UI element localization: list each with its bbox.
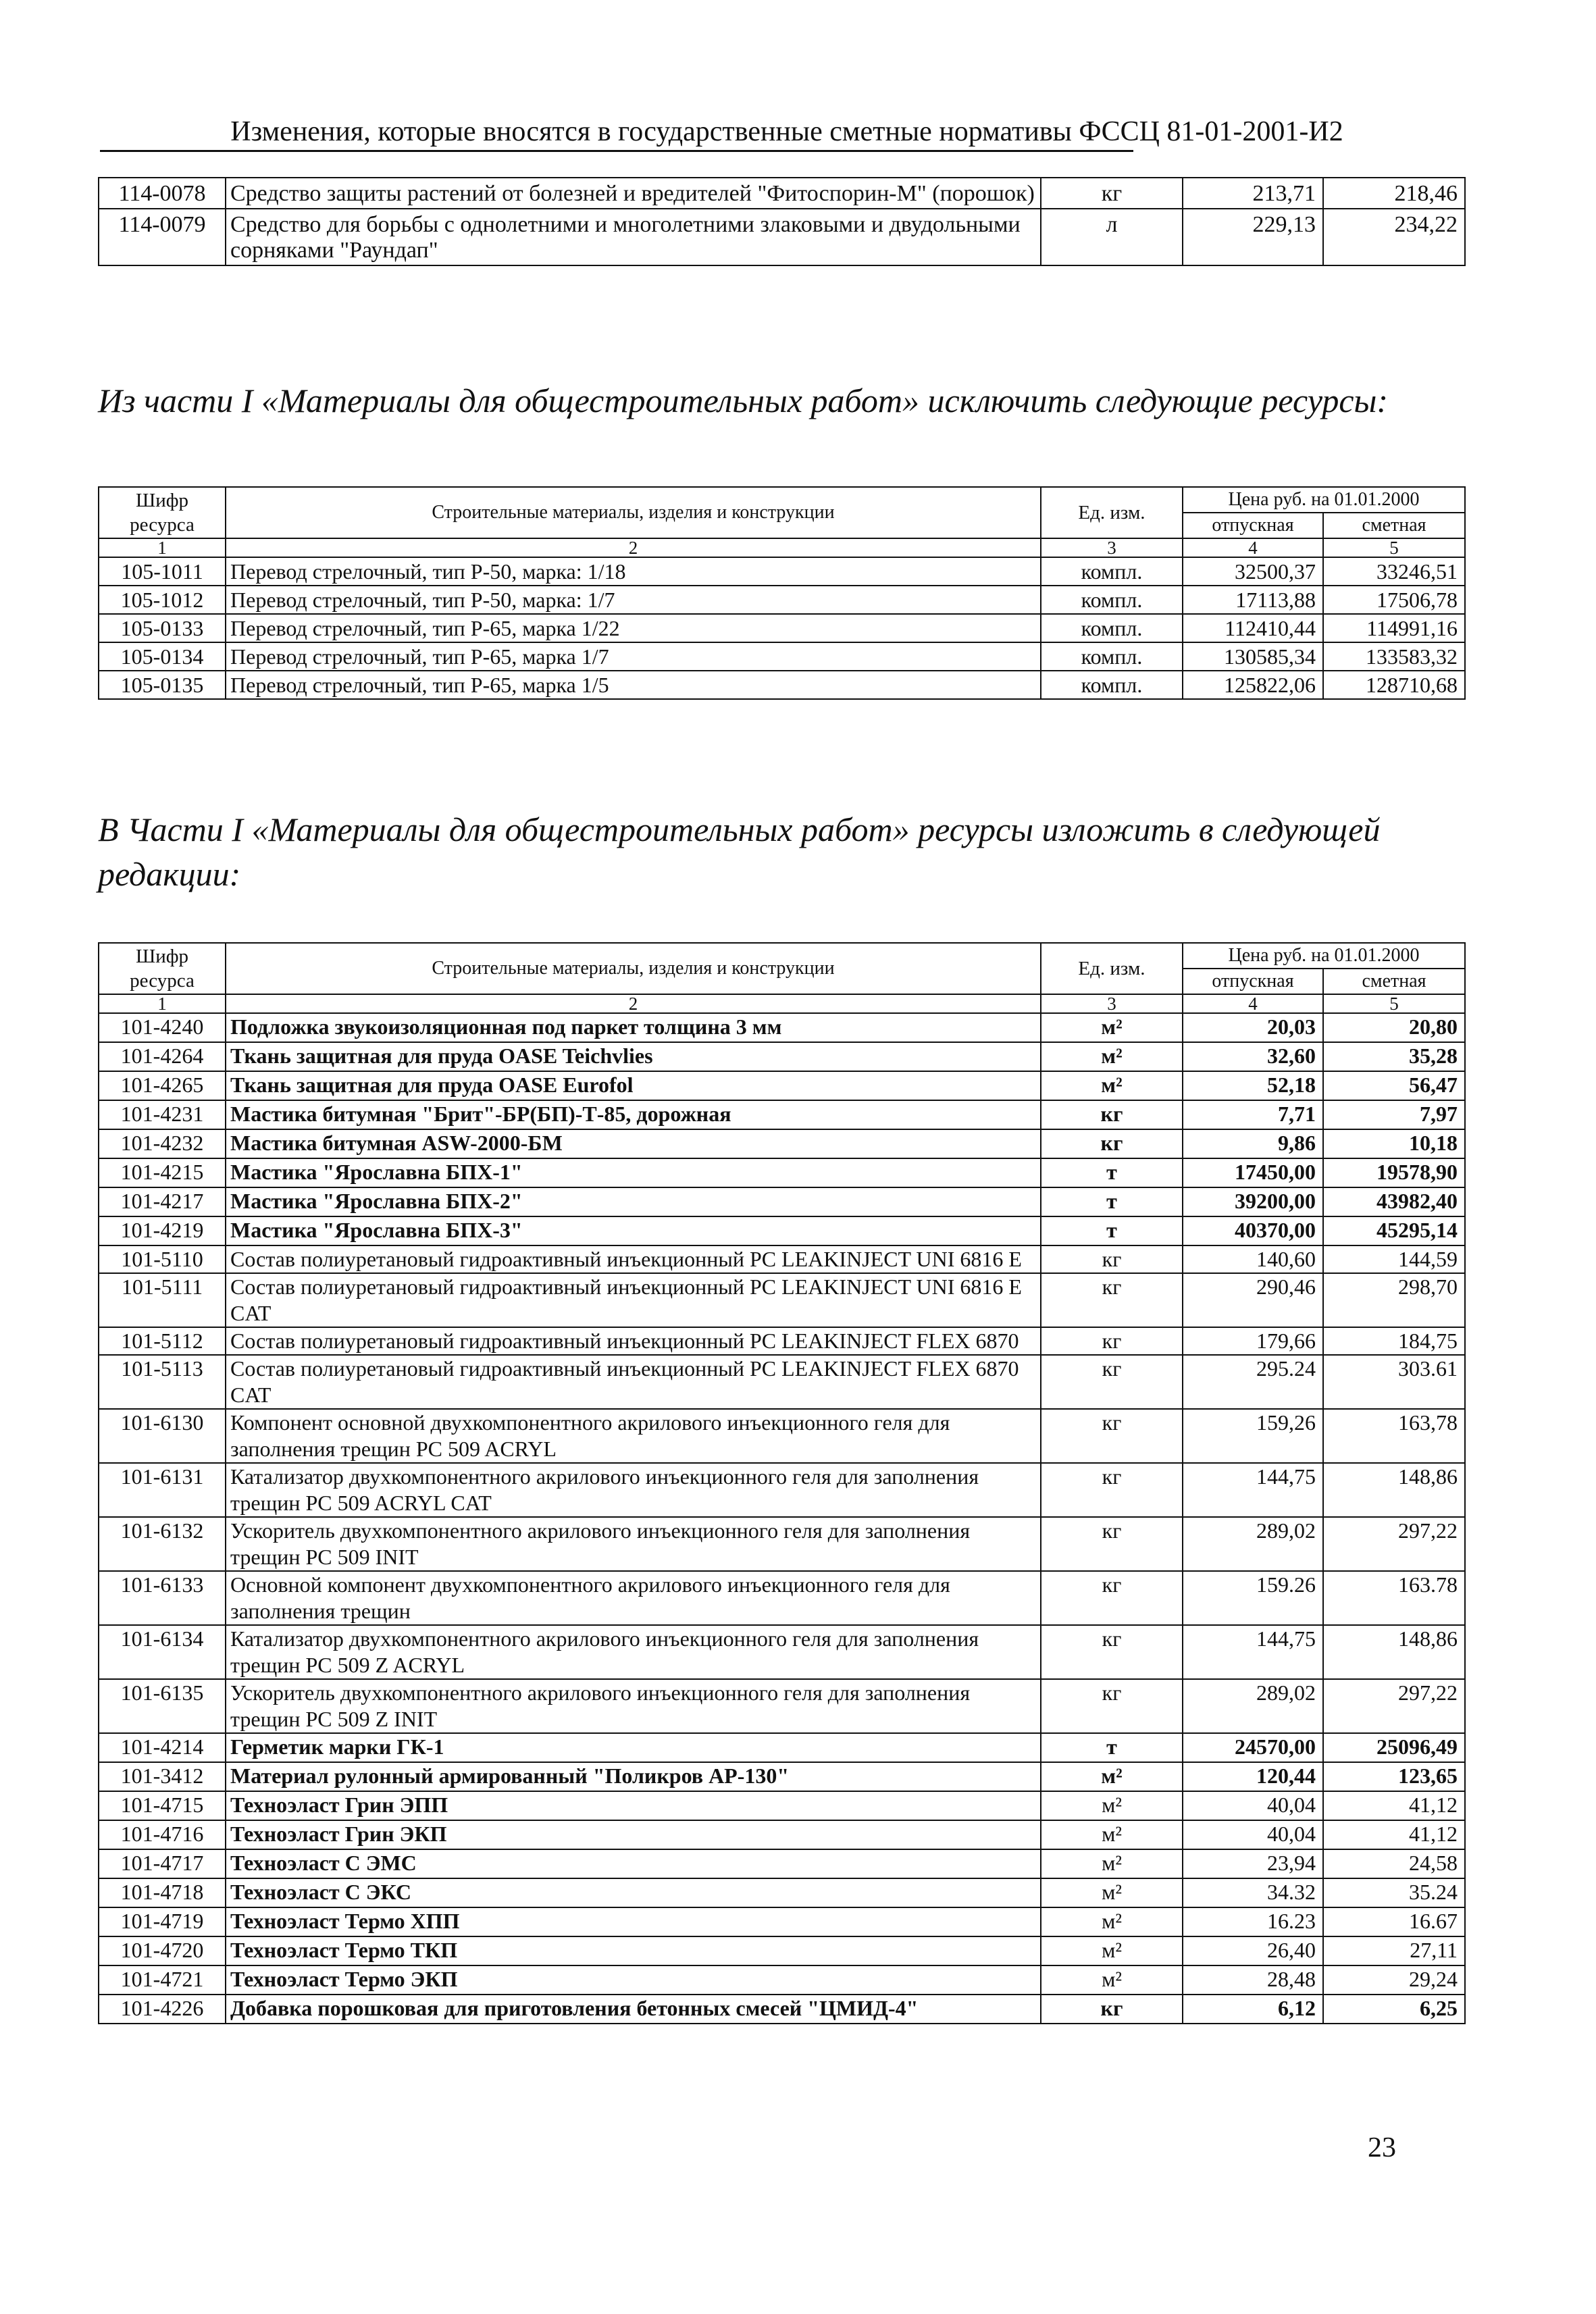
resource-name: Перевод стрелочный, тип Р-65, марка 1/22 [226,614,1041,642]
resource-name: Катализатор двухкомпонентного акрилового инъекционного геля для заполнения трещин PC 509 Z ACRYL [226,1625,1041,1679]
estimate-price: 234,22 [1323,209,1465,265]
resource-unit: компл. [1041,671,1183,699]
resource-unit: кг [1041,1995,1183,2024]
column-number-row [99,538,1465,557]
resource-unit: т [1041,1158,1183,1187]
resource-code: 101-5110 [99,1245,226,1273]
resource-code: 101-4231 [99,1100,226,1129]
resource-unit: м² [1041,1762,1183,1791]
estimate-price: 35.24 [1323,1878,1465,1907]
release-price: 52,18 [1183,1071,1323,1100]
table-row [99,1158,1465,1187]
resource-name: Техноэласт С ЭМС [226,1849,1041,1878]
resource-unit: м² [1041,1820,1183,1849]
resource-code: 105-1012 [99,586,226,614]
table-row [99,1936,1465,1965]
resource-code: 101-4226 [99,1995,226,2024]
table-row [99,1571,1465,1625]
table-row [99,1517,1465,1571]
resource-unit: кг [1041,1409,1183,1463]
estimate-price: 133583,32 [1323,642,1465,671]
header-estimate-price: сметная [1323,513,1465,538]
resource-unit: л [1041,209,1183,265]
release-price: 179,66 [1183,1327,1323,1355]
estimate-price: 27,11 [1323,1936,1465,1965]
resource-name: Катализатор двухкомпонентного акрилового инъекционного геля для заполнения трещин PC 509 ACRYL CAT [226,1463,1041,1517]
estimate-price: 25096,49 [1323,1733,1465,1762]
resource-code: 101-4240 [99,1013,226,1042]
resource-code: 101-6134 [99,1625,226,1679]
resource-unit: кг [1041,1245,1183,1273]
release-price: 140,60 [1183,1245,1323,1273]
resource-name: Техноэласт Термо ХПП [226,1907,1041,1936]
resource-code: 101-4217 [99,1187,226,1216]
table-row [99,1995,1465,2024]
release-price: 290,46 [1183,1273,1323,1327]
estimate-price: 56,47 [1323,1071,1465,1100]
estimate-price: 6,25 [1323,1995,1465,2024]
resource-code: 101-5113 [99,1355,226,1409]
resource-unit: компл. [1041,557,1183,586]
resource-unit: м² [1041,1965,1183,1995]
table-row [99,1013,1465,1042]
table-header-row [99,487,1465,513]
estimate-price: 19578,90 [1323,1158,1465,1187]
page-header-title: Изменения, которые вносятся в государственные сметные нормативы ФССЦ 81-01-2001-И2 [230,116,1343,147]
table-row [99,614,1465,642]
release-price: 289,02 [1183,1679,1323,1733]
table-row [99,1245,1465,1273]
table-row [99,1327,1465,1355]
resource-name: Средство для борьбы с однолетними и многолетними злаковыми и двудольными сорняками "Раундап" [226,209,1041,265]
resource-name: Техноэласт С ЭКС [226,1878,1041,1907]
release-price: 229,13 [1183,209,1323,265]
table-row [99,1820,1465,1849]
excluded-resources-table [98,486,1466,700]
resource-unit: м² [1041,1878,1183,1907]
resource-code: 101-4215 [99,1158,226,1187]
resource-unit: т [1041,1216,1183,1245]
resource-code: 101-4719 [99,1907,226,1936]
resource-name: Состав полиуретановый гидроактивный инъекционный PC LEAKINJECT FLEX 6870 CAT [226,1355,1041,1409]
estimate-price: 297,22 [1323,1679,1465,1733]
estimate-price: 41,12 [1323,1820,1465,1849]
column-number: 1 [99,538,226,557]
resource-name: Герметик марки ГК-1 [226,1733,1041,1762]
header-name: Строительные материалы, изделия и конструкции [226,943,1041,994]
header-price-group: Цена руб. на 01.01.2000 [1183,487,1465,513]
resource-code: 101-4264 [99,1042,226,1071]
column-number: 2 [226,994,1041,1013]
resource-name: Состав полиуретановый гидроактивный инъекционный PC LEAKINJECT FLEX 6870 [226,1327,1041,1355]
estimate-price: 297,22 [1323,1517,1465,1571]
resource-name: Мастика "Ярославна БПХ-3" [226,1216,1041,1245]
resource-code: 105-0133 [99,614,226,642]
resource-name: Добавка порошковая для приготовления бетонных смесей "ЦМИД-4" [226,1995,1041,2024]
table-row [99,1849,1465,1878]
resource-unit: кг [1041,1355,1183,1409]
estimate-price: 218,46 [1323,178,1465,209]
resource-code: 101-5111 [99,1273,226,1327]
resource-unit: кг [1041,1129,1183,1158]
resource-unit: кг [1041,1100,1183,1129]
resource-name: Подложка звукоизоляционная под паркет толщина 3 мм [226,1013,1041,1042]
table-row [99,1878,1465,1907]
table-row [99,1965,1465,1995]
resource-code: 105-0135 [99,671,226,699]
estimate-price: 7,97 [1323,1100,1465,1129]
resource-unit: м² [1041,1042,1183,1071]
resource-name: Мастика "Ярославна БПХ-2" [226,1187,1041,1216]
resource-name: Техноэласт Грин ЭКП [226,1820,1041,1849]
resource-unit: кг [1041,1571,1183,1625]
resource-name: Средство защиты растений от болезней и вредителей "Фитоспорин-М" (порошок) [226,178,1041,209]
resource-code: 101-4715 [99,1791,226,1820]
resource-code: 101-4214 [99,1733,226,1762]
release-price: 40,04 [1183,1791,1323,1820]
resource-code: 114-0079 [99,209,226,265]
release-price: 16.23 [1183,1907,1323,1936]
table-row [99,1100,1465,1129]
estimate-price: 17506,78 [1323,586,1465,614]
table-row [99,178,1465,209]
header-release-price: отпускная [1183,969,1323,994]
resource-name: Состав полиуретановый гидроактивный инъекционный PC LEAKINJECT UNI 6816 E [226,1245,1041,1273]
estimate-price: 24,58 [1323,1849,1465,1878]
release-price: 112410,44 [1183,614,1323,642]
resource-name: Мастика битумная "Брит"-БР(БП)-Т-85, дорожная [226,1100,1041,1129]
resource-unit: кг [1041,1327,1183,1355]
release-price: 120,44 [1183,1762,1323,1791]
estimate-price: 20,80 [1323,1013,1465,1042]
table-row [99,557,1465,586]
table-row [99,1762,1465,1791]
table-row [99,1733,1465,1762]
resource-unit: компл. [1041,642,1183,671]
release-price: 17113,88 [1183,586,1323,614]
release-price: 28,48 [1183,1965,1323,1995]
table-row [99,1129,1465,1158]
resource-name: Ткань защитная для пруда OASE Eurofol [226,1071,1041,1100]
estimate-price: 298,70 [1323,1273,1465,1327]
table-row [99,1273,1465,1327]
table-row [99,1463,1465,1517]
resource-unit: кг [1041,1625,1183,1679]
column-number-row [99,994,1465,1013]
resource-code: 101-4720 [99,1936,226,1965]
resource-code: 101-4717 [99,1849,226,1878]
resource-name: Мастика битумная ASW-2000-БМ [226,1129,1041,1158]
release-price: 159.26 [1183,1571,1323,1625]
resource-unit: м² [1041,1936,1183,1965]
estimate-price: 148,86 [1323,1463,1465,1517]
release-price: 213,71 [1183,178,1323,209]
estimate-price: 43982,40 [1323,1187,1465,1216]
resource-unit: кг [1041,178,1183,209]
resource-unit: т [1041,1733,1183,1762]
table-row [99,1625,1465,1679]
resource-unit: кг [1041,1463,1183,1517]
resource-unit: кг [1041,1273,1183,1327]
release-price: 40370,00 [1183,1216,1323,1245]
release-price: 23,94 [1183,1849,1323,1878]
table-row [99,1907,1465,1936]
column-number: 1 [99,994,226,1013]
estimate-price: 163.78 [1323,1571,1465,1625]
release-price: 32500,37 [1183,557,1323,586]
resource-name: Ткань защитная для пруда OASE Teichvlies [226,1042,1041,1071]
estimate-price: 10,18 [1323,1129,1465,1158]
revised-resources-table [98,942,1466,2024]
resource-code: 105-0134 [99,642,226,671]
section-heading-revise: В Части I «Материалы для общестроительных работ» ресурсы изложить в следующей редакции: [98,811,1381,893]
resource-code: 101-4265 [99,1071,226,1100]
release-price: 144,75 [1183,1625,1323,1679]
resource-unit: м² [1041,1849,1183,1878]
estimate-price: 35,28 [1323,1042,1465,1071]
release-price: 9,86 [1183,1129,1323,1158]
resource-code: 101-6131 [99,1463,226,1517]
header-unit: Ед. изм. [1041,943,1183,994]
resource-unit: кг [1041,1517,1183,1571]
estimate-price: 303.61 [1323,1355,1465,1409]
table-row [99,1216,1465,1245]
estimate-price: 41,12 [1323,1791,1465,1820]
resource-unit: м² [1041,1791,1183,1820]
column-number: 2 [226,538,1041,557]
release-price: 6,12 [1183,1995,1323,2024]
estimate-price: 33246,51 [1323,557,1465,586]
table-row [99,1791,1465,1820]
resource-unit: м² [1041,1071,1183,1100]
release-price: 40,04 [1183,1820,1323,1849]
header-price-group: Цена руб. на 01.01.2000 [1183,943,1465,969]
resource-name: Ускоритель двухкомпонентного акрилового инъекционного геля для заполнения трещин PC 509 INIT [226,1517,1041,1571]
section-heading-exclude: Из части I «Материалы для общестроительных работ» исключить следующие ресурсы: [98,382,1389,419]
table-row [99,1042,1465,1071]
table-row [99,1409,1465,1463]
release-price: 17450,00 [1183,1158,1323,1187]
resource-name: Компонент основной двухкомпонентного акрилового инъекционного геля для заполнения трещин PC 509 ACRYL [226,1409,1041,1463]
estimate-price: 128710,68 [1323,671,1465,699]
estimate-price: 29,24 [1323,1965,1465,1995]
resource-name: Техноэласт Грин ЭПП [226,1791,1041,1820]
resource-code: 101-6132 [99,1517,226,1571]
resource-unit: м² [1041,1013,1183,1042]
resource-name: Перевод стрелочный, тип Р-50, марка: 1/18 [226,557,1041,586]
resource-name: Перевод стрелочный, тип Р-65, марка 1/5 [226,671,1041,699]
release-price: 7,71 [1183,1100,1323,1129]
page-number: 23 [1368,2132,1396,2163]
resource-code: 101-6135 [99,1679,226,1733]
estimate-price: 184,75 [1323,1327,1465,1355]
resource-code: 101-6133 [99,1571,226,1625]
column-number: 3 [1041,994,1183,1013]
estimate-price: 123,65 [1323,1762,1465,1791]
resource-code: 114-0078 [99,178,226,209]
release-price: 144,75 [1183,1463,1323,1517]
table-row [99,1355,1465,1409]
table-row [99,1071,1465,1100]
release-price: 159,26 [1183,1409,1323,1463]
release-price: 39200,00 [1183,1187,1323,1216]
header-name: Строительные материалы, изделия и конструкции [226,487,1041,538]
table-row [99,1187,1465,1216]
header-code: Шифр ресурса [99,487,226,538]
table-header-row [99,943,1465,969]
resource-code: 101-5112 [99,1327,226,1355]
resource-code: 101-4718 [99,1878,226,1907]
estimate-price: 148,86 [1323,1625,1465,1679]
header-estimate-price: сметная [1323,969,1465,994]
resource-code: 105-1011 [99,557,226,586]
resource-name: Состав полиуретановый гидроактивный инъекционный PC LEAKINJECT UNI 6816 E CAT [226,1273,1041,1327]
release-price: 20,03 [1183,1013,1323,1042]
resource-code: 101-4716 [99,1820,226,1849]
resource-name: Техноэласт Термо ЭКП [226,1965,1041,1995]
resource-name: Ускоритель двухкомпонентного акрилового инъекционного геля для заполнения трещин PC 509 Z INIT [226,1679,1041,1733]
table-row [99,1679,1465,1733]
resource-unit: компл. [1041,614,1183,642]
release-price: 125822,06 [1183,671,1323,699]
column-number: 3 [1041,538,1183,557]
resource-name: Перевод стрелочный, тип Р-50, марка: 1/7 [226,586,1041,614]
table-row [99,642,1465,671]
resource-code: 101-4721 [99,1965,226,1995]
table-row [99,209,1465,265]
resource-unit: м² [1041,1907,1183,1936]
resource-unit: компл. [1041,586,1183,614]
header-underline [100,150,1133,152]
resource-code: 101-6130 [99,1409,226,1463]
resource-unit: т [1041,1187,1183,1216]
table-row [99,671,1465,699]
release-price: 295.24 [1183,1355,1323,1409]
resource-name: Основной компонент двухкомпонентного акрилового инъекционного геля для заполнения трещин [226,1571,1041,1625]
resource-unit: кг [1041,1679,1183,1733]
estimate-price: 16.67 [1323,1907,1465,1936]
resource-code: 101-3412 [99,1762,226,1791]
estimate-price: 144,59 [1323,1245,1465,1273]
column-number: 4 [1183,538,1323,557]
column-number: 5 [1323,994,1465,1013]
release-price: 289,02 [1183,1517,1323,1571]
top-continuation-table [98,177,1466,266]
table-row [99,586,1465,614]
resource-code: 101-4219 [99,1216,226,1245]
header-release-price: отпускная [1183,513,1323,538]
release-price: 32,60 [1183,1042,1323,1071]
release-price: 130585,34 [1183,642,1323,671]
column-number: 4 [1183,994,1323,1013]
resource-name: Материал рулонный армированный "Поликров АР-130" [226,1762,1041,1791]
resource-name: Мастика "Ярославна БПХ-1" [226,1158,1041,1187]
estimate-price: 163,78 [1323,1409,1465,1463]
estimate-price: 114991,16 [1323,614,1465,642]
column-number: 5 [1323,538,1465,557]
release-price: 26,40 [1183,1936,1323,1965]
release-price: 34.32 [1183,1878,1323,1907]
estimate-price: 45295,14 [1323,1216,1465,1245]
header-code: Шифр ресурса [99,943,226,994]
resource-name: Техноэласт Термо ТКП [226,1936,1041,1965]
resource-name: Перевод стрелочный, тип Р-65, марка 1/7 [226,642,1041,671]
header-unit: Ед. изм. [1041,487,1183,538]
release-price: 24570,00 [1183,1733,1323,1762]
resource-code: 101-4232 [99,1129,226,1158]
